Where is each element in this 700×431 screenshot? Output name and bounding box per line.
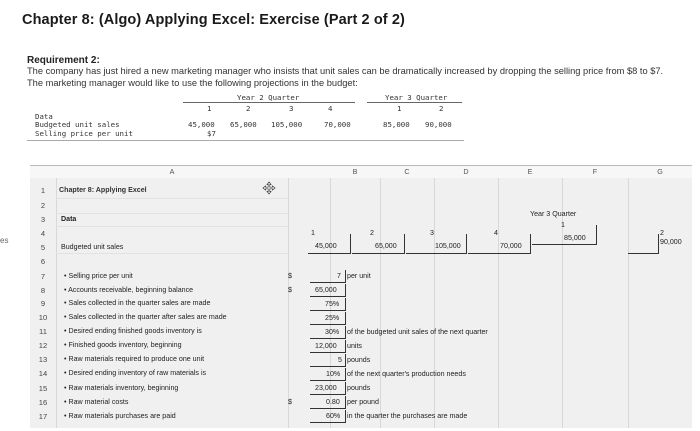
- row-number[interactable]: 1: [40, 186, 46, 195]
- cell-label[interactable]: • Finished goods inventory, beginning: [64, 341, 182, 349]
- cell-units[interactable]: 70,000: [500, 242, 522, 250]
- cell-value[interactable]: 12,000: [315, 342, 337, 350]
- unit-cell-border: [628, 234, 659, 254]
- grid-line: [288, 178, 289, 428]
- grid-line: [56, 226, 288, 227]
- proj-q-label: 1: [207, 104, 212, 113]
- cell-value[interactable]: 23,000: [315, 384, 337, 392]
- cell-value[interactable]: 30%: [325, 328, 340, 336]
- cell-unit-text[interactable]: pounds: [347, 384, 371, 392]
- currency-sign: $: [288, 272, 292, 280]
- cell-label[interactable]: • Raw materials purchases are paid: [64, 412, 176, 420]
- cell-unit-text[interactable]: in the quarter the purchases are made: [347, 412, 468, 420]
- cell-unit-text[interactable]: pounds: [347, 356, 371, 364]
- proj-units-value: 105,000: [271, 120, 303, 129]
- cell-unit-text[interactable]: of the next quarter's production needs: [347, 370, 466, 378]
- cell-label[interactable]: • Raw material costs: [64, 398, 129, 406]
- cell-label[interactable]: • Sales collected in the quarter after sales are made: [64, 313, 227, 321]
- year3-rule: [367, 102, 462, 103]
- proj-price-value: $7: [207, 129, 216, 138]
- row-number[interactable]: 5: [40, 243, 46, 252]
- cell-value[interactable]: 60%: [326, 412, 341, 420]
- row-number[interactable]: 14: [38, 369, 48, 378]
- row-number[interactable]: 8: [40, 286, 46, 295]
- currency-sign: $: [288, 286, 292, 294]
- cell-unit-text[interactable]: of the budgeted unit sales of the next quarter: [347, 328, 488, 336]
- cell-label[interactable]: • Sales collected in the quarter sales are made: [64, 299, 211, 307]
- cell-unit-text[interactable]: per pound: [347, 398, 379, 406]
- move-cursor-icon: [262, 181, 276, 195]
- cell-label[interactable]: • Desired ending inventory of raw materials is: [64, 369, 207, 377]
- cell-quarter[interactable]: 3: [430, 229, 434, 237]
- row-number[interactable]: 16: [38, 398, 48, 407]
- grid-line: [498, 178, 499, 428]
- proj-units-value: 65,000: [230, 120, 257, 129]
- proj-units-value: 70,000: [324, 120, 351, 129]
- cell-a3[interactable]: Data: [61, 215, 77, 223]
- grid-line: [56, 178, 57, 428]
- cell-a5[interactable]: Budgeted unit sales: [61, 243, 124, 251]
- requirement-heading: Requirement 2:: [27, 55, 100, 66]
- grid-line: [56, 213, 288, 214]
- proj-row-data: Data: [35, 112, 53, 121]
- grid-line: [380, 178, 381, 428]
- grid-line: [434, 178, 435, 428]
- row-number[interactable]: 11: [39, 327, 47, 336]
- row-number[interactable]: 10: [38, 313, 48, 322]
- cell-units[interactable]: 45,000: [315, 242, 337, 250]
- column-header-f[interactable]: F: [562, 166, 629, 178]
- year2-rule: [183, 102, 355, 103]
- cell-value[interactable]: 75%: [325, 300, 340, 308]
- column-header-b[interactable]: B: [330, 166, 381, 178]
- cell-year3-quarter[interactable]: Year 3 Quarter: [530, 210, 577, 218]
- row-number[interactable]: 12: [38, 341, 48, 350]
- cell-units[interactable]: 85,000: [564, 234, 586, 242]
- proj-units-value: 45,000: [188, 120, 215, 129]
- row-number[interactable]: 2: [40, 201, 46, 210]
- proj-units-value: 85,000: [383, 120, 410, 129]
- cell-units[interactable]: 90,000: [660, 238, 682, 246]
- proj-q-label: 2: [246, 104, 251, 113]
- cell-a1[interactable]: Chapter 8: Applying Excel: [59, 186, 147, 194]
- cell-unit-text[interactable]: units: [347, 342, 362, 350]
- proj-row-price: Selling price per unit: [35, 129, 133, 138]
- column-header-b-left[interactable]: [288, 166, 331, 178]
- page-title: Chapter 8: (Algo) Applying Excel: Exercise (Part 2 of 2): [22, 12, 405, 28]
- year2-quarter-header: Year 2 Quarter: [237, 93, 300, 102]
- column-header-d[interactable]: D: [434, 166, 499, 178]
- currency-sign: $: [288, 398, 292, 406]
- row-number[interactable]: 9: [40, 299, 46, 308]
- proj-units-value: 90,000: [425, 120, 452, 129]
- column-header-e[interactable]: E: [498, 166, 563, 178]
- row-number[interactable]: 17: [38, 412, 48, 421]
- cell-value[interactable]: 65,000: [315, 286, 337, 294]
- proj-q-label: 2: [439, 104, 444, 113]
- proj-q-label: 4: [328, 104, 333, 113]
- grid-line: [56, 198, 288, 199]
- cell-value[interactable]: 0.80: [326, 398, 340, 406]
- edge-text: es: [0, 236, 9, 245]
- cell-value[interactable]: 7: [337, 272, 341, 280]
- row-number[interactable]: 4: [40, 229, 46, 238]
- row-number[interactable]: 7: [40, 272, 46, 281]
- cell-quarter[interactable]: 1: [561, 221, 565, 229]
- cell-quarter[interactable]: 2: [370, 229, 374, 237]
- column-header-c[interactable]: C: [380, 166, 435, 178]
- column-header-a[interactable]: A: [56, 166, 289, 178]
- corner-cell[interactable]: [30, 166, 57, 178]
- cell-label[interactable]: • Selling price per unit: [64, 272, 133, 280]
- proj-row-units: Budgeted unit sales: [35, 120, 120, 129]
- cell-unit-text[interactable]: per unit: [347, 272, 371, 280]
- cell-label[interactable]: • Desired ending finished goods inventory is: [64, 327, 202, 335]
- cell-quarter[interactable]: 4: [494, 229, 498, 237]
- grid-line: [56, 253, 288, 254]
- projection-bottom-rule: [27, 140, 464, 141]
- cell-label[interactable]: • Raw materials required to produce one unit: [64, 355, 205, 363]
- row-number[interactable]: 13: [38, 355, 48, 364]
- cell-label[interactable]: • Raw materials inventory, beginning: [64, 384, 179, 392]
- row-number[interactable]: 15: [38, 384, 48, 393]
- cell-quarter[interactable]: 1: [311, 229, 315, 237]
- grid-line: [628, 178, 629, 428]
- requirement-description: The company has just hired a new marketing manager who insists that unit sales can be dramatically increased by dropping the selling price from $8 to $7. The marketing manager would like to use the following projections in the budget:: [27, 66, 664, 88]
- cell-value[interactable]: 5: [338, 356, 342, 364]
- spreadsheet[interactable]: [30, 165, 692, 428]
- proj-q-label: 1: [397, 104, 402, 113]
- cell-units[interactable]: 105,000: [435, 242, 461, 250]
- cell-label[interactable]: • Accounts receivable, beginning balance: [64, 286, 194, 294]
- cell-units[interactable]: 65,000: [375, 242, 397, 250]
- year3-quarter-header: Year 3 Quarter: [385, 93, 448, 102]
- column-header-g[interactable]: G: [628, 166, 692, 178]
- cell-value[interactable]: 10%: [326, 370, 341, 378]
- cell-quarter[interactable]: 2: [660, 229, 664, 237]
- proj-q-label: 3: [289, 104, 294, 113]
- row-number[interactable]: 3: [40, 215, 46, 224]
- projection-table: [27, 93, 464, 148]
- row-number[interactable]: 6: [40, 257, 46, 266]
- cell-value[interactable]: 25%: [325, 314, 340, 322]
